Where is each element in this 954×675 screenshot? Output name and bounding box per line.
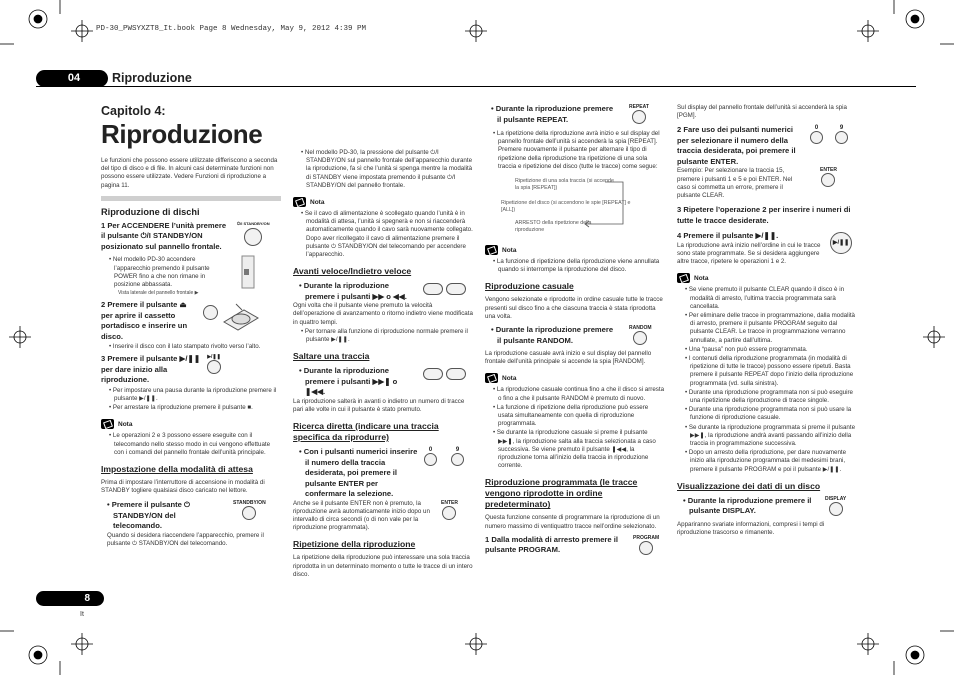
eject-button-icon [203,305,218,320]
repeat-label: REPEAT [629,104,649,110]
section-heading-program: Riproduzione programmata (le tracce vengono riprodotte in ordine predeterminato) [485,477,638,510]
language-code: It [80,611,84,618]
header-rule [36,86,916,87]
note-bullet: • Se durante la riproduzione casuale si preme il pulsante ▶▶❚, la riproduzione salta alla traccia selezionata a caso successiva. Se viene premuto il pulsante ❚◀◀, la riproduzione torna all’inizio della traccia in riproduzione corrente. [493,429,656,470]
program-label: PROGRAM [633,534,660,541]
program-step-4: 4 Premere il pulsante ▶/❚❚. [677,231,779,241]
diagram-step-2: Ripetizione del disco (si accendono le spie [REPEAT] e [ALL]) [501,200,631,213]
program-step-3: 3 Ripetere l’operazione 2 per inserire i numeri di tutte le tracce desiderate. [677,205,851,225]
standby-button-icon [244,228,262,246]
repeat-bullet: • La ripetizione della riproduzione avrà inizio e sul display del pannello frontale dell’unità si accenderà la spia [REPEAT]. Premere nuovamente il pulsante per alternare il tipo di ripetizione della riproduzione tra ripetizione di una sola traccia e ripetizione del disco (tutte le tracce) come segue: [493,130,660,170]
column-3 [485,104,665,560]
digit-button-icon [424,453,437,466]
standby-sub: Quando si desidera riaccendere l’apparecchio, premere il pulsante ⏻ STANDBY/ON del telecomando. [107,531,264,548]
step-3: 3 Premere il pulsante ▶/❚❚ per dare inizio alla riproduzione. [101,354,201,385]
section-heading-display: Visualizzazione dei dati di un disco [677,480,821,491]
search-text: Anche se il pulsante ENTER non è premuto, la riproduzione avrà automaticamente inizio dopo un intervallo di circa secondi (o di non vale per la riproduzione programmata). [293,499,430,532]
diagram-step-1: Ripetizione di una sola traccia (si accende la spia [REPEAT]) [515,178,614,191]
note-icon [293,197,306,207]
section-heading-skip: Saltare una traccia [293,351,370,362]
note-bullet: • I contenuti della riproduzione programmata (in modalità di ripetizione di tutte le tracce) possono essere ripetuti. Basta premere il pulsante REPEAT dopo l’inizio della riproduzione programmata (vd. sulla sinistra). [685,354,854,387]
digit-0-label: 0 [428,447,433,454]
remote-standby-label: STANDBY/ON [233,500,266,507]
column-2 [293,104,473,579]
chapter-header-title: Riproduzione [112,71,192,85]
step-3-bullet-1: • Per impostare una pausa durante la riproduzione premere il pulsante ▶/❚❚. [109,386,277,403]
note-heading: Nota [293,197,473,207]
page-title: Riproduzione [101,119,263,149]
note-bullet: • Se il cavo di alimentazione è scollegato quando l’unità è in modalità di attesa, l’unità si spegnerà e non si riaccenderà automaticamente quando il cavo sarà nuovamente collegato. Dopo aver ricollegato il cavo di alimentazione premere il pulsante ⏻ STANDBY/ON del telecomando per accendere l’apparecchio. [301,210,473,259]
note-bullet: • Se durante la riproduzione programmata si preme il pulsante ▶▶❚, la riproduzione andrà avanti passando all’inizio della traccia in programmazione successiva. [685,423,856,447]
note-bullet: • La riproduzione casuale continua fino a che il disco si arresta o fino a che il pulsante RANDOM è premuto di nuovo. [493,386,665,402]
section-divider [101,196,281,201]
note-bullet: • Per eliminare delle tracce in programmazione, dalla modalità di arresto, premere il pulsante PROGRAM seguito dal pulsante CLEAR. Le tracce in programmazione verranno annullate, a partire dall’ultima. [685,311,856,344]
note-icon [485,373,498,383]
note-bullet: • Dopo un arresto della riproduzione, per dare nuovamente inizio alla riproduzione programmata dei medesimi brani, premere il pulsante PROGRAM e poi il pulsante ▶/❚❚. [685,449,847,473]
random-button-icon [633,331,647,345]
note-icon [677,273,690,283]
digit-0-label: 0 [814,125,819,132]
chapter-label: Capitolo 4: [101,104,166,118]
section-heading-repeat: Ripetizione della riproduzione [293,539,416,550]
front-panel-caption: Vista laterale del pannello frontale ▶ [118,290,199,297]
random-step: • Durante la riproduzione premere il pulsante RANDOM. [491,325,614,345]
display-button-icon [829,502,843,516]
repeat-button-icon [632,110,646,124]
enter-label: ENTER [441,499,458,506]
print-slug: PD-30_PWSYXZT8_It.book Page 8 Wednesday, May 9, 2012 4:39 PM [96,25,367,33]
pgm-text: Sul display del pannello frontale dell’unità si accenderà la spia [PGM]. [677,104,847,120]
digit-9-label: 9 [455,447,460,454]
random-label: RANDOM [629,325,652,332]
play-pause-button-icon: ▶/❚❚ [830,232,852,254]
ff-bullet: • Per tornare alla funzione di riproduzione normale premere il pulsante ▶/❚❚. [301,327,468,344]
page-number-tab: 8 [36,591,104,606]
repeat-cycle-diagram [485,174,665,238]
note-bullet: • La funzione di ripetizione della riproduzione può essere usata simultaneamente con quella di riproduzione programmata. [493,403,649,428]
enter-button-icon [442,506,456,520]
ff-text: Ogni volta che il pulsante viene premuto la velocità dell’operazione di avanzamento o ritorno indietro viene modificata in quattro tempi. [293,302,473,326]
step-2: 2 Premere il pulsante ⏏ per aprire il cassetto portadisco e inserire un disco. [101,300,188,341]
column-4 [677,104,857,537]
repeat-text: La ripetizione della riproduzione può interessare una sola traccia riprodotta in un determinato momento o tutte le tracce di un intero disco. [293,554,473,578]
random-text: Vengono selezionate e riprodotte in ordine casuale tutte le tracce presenti sul disco fino a che ciascuna traccia è stata riprodotta una volta. [485,296,663,320]
note-bullet: • Durante una riproduzione programmata non si può eseguire una ripetizione della riproduzione di tracce singole. [685,388,853,404]
column-1 [101,104,281,548]
program-step-1: 1 Dalla modalità di arresto premere il pulsante PROGRAM. [485,534,618,555]
program-step-2-sub: Esempio: Per selezionare la traccia 15, premere i pulsanti 1 e 5 e poi ENTER. Nel caso si commetta un errore, premere il pulsante CLEAR. [677,167,793,200]
chapter-number-tab: 04 [36,70,108,87]
step-2-bullet: • Inserire il disco con il lato stampato rivolto verso l’alto. [109,343,261,351]
program-button-icon [639,541,653,555]
note-bullet: • Una “pausa” non può essere programmata. [685,345,808,353]
program-step-2: 2 Fare uso dei pulsanti numerici per selezionare il numero della traccia desiderata, poi premere il pulsante ENTER. [677,125,796,166]
cycle-arrows [485,174,665,238]
section-heading-ff: Avanti veloce/Indietro veloce [293,266,412,277]
section-heading-standby: Impostazione della modalità di attesa [101,464,253,475]
skip-text: La riproduzione salterà in avanti o indietro un numero di tracce pari alle volte in cui il pulsante è stato premuto. [293,397,465,413]
standby-button-label: ⏻/I STANDBY/ON [237,220,270,226]
section-heading-random: Riproduzione casuale [485,281,574,292]
front-panel-side-icon [241,255,255,289]
note-heading: Nota [485,245,665,255]
play-pause-button-icon [207,360,221,374]
enter-button-icon [821,173,835,187]
skip-back-button-icon [423,368,443,380]
step-1-bullet: • Nel modello PD-30 accendere l’apparecchio premendo il pulsante POWER fino a che non rimane in posizione abbassata. [109,256,210,288]
display-step: • Durante la riproduzione premere il pulsante DISPLAY. [683,495,812,516]
note-bullet: • La funzione di ripetizione della riproduzione viene annullata quando si interrompe la riproduzione del disco. [493,258,660,274]
note-icon [101,419,114,429]
intro-text: Le funzioni che possono essere utilizzate differiscono a seconda del tipo di disco e di file. In alcuni casi determinate funzioni non possono essere utilizzate. Vedere Funzioni di riproduzione a pagina 11. [101,157,278,189]
note-bullet: • Le operazioni 2 e 3 possono essere eseguite con il telecomando nello stesso modo in cui vengono effettuate con i comandi del pannello frontale dell’unità principale. [109,432,271,456]
display-sub: Appariranno svariate informazioni, compresi i tempi di riproduzione trascorso e rimanente. [677,520,825,536]
diagram-step-3: ARRESTO della ripetizione della riproduzione [515,220,592,233]
enter-label: ENTER [820,167,837,174]
note-icon [485,245,498,255]
disc-tray-icon [222,300,260,332]
repeat-step: • Durante la riproduzione premere il pulsante REPEAT. [491,104,614,124]
note-bullet: • Durante una riproduzione programmata non si può usare la funzione di riproduzione casuale. [685,406,852,422]
ff-step: • Durante la riproduzione premere i pulsanti ▶▶ o ◀◀. [299,281,407,301]
play-pause-button-label: ▶/❚❚ [207,354,221,361]
digit-button-icon [835,131,848,144]
section-heading-disc: Riproduzione di dischi [101,206,200,217]
rewind-button-icon [423,283,443,295]
digit-button-icon [451,453,464,466]
note-heading: Nota [677,273,857,283]
note-bullet: • Se viene premuto il pulsante CLEAR quando il disco è in modalità di arresto, l’ultima traccia programmata sarà cancellata. [685,286,845,310]
digit-9-label: 9 [839,125,844,132]
pd30-bullet: • Nel modello PD-30, la pressione del pulsante ⏻/I STANDBY/ON sul pannello frontale dell’apparecchio durante la riproduzione, fa sì che l’unità si spenga mentre la modalità di STANDBY viene impostata premendo il pulsante ⏻/I STANDBY/ON del pannello frontale. [301,149,473,189]
step-1: 1 Per ACCENDERE l’unità premere il pulsante ⏻/I STANDBY/ON posizionato sul pannello frontale. [101,220,227,251]
fast-forward-button-icon [446,283,466,295]
program-text: Questa funzione consente di programmare la riproduzione di un numero massimo di ventiquattro tracce nell’ordine selezionato. [485,514,660,530]
note-heading: Nota [485,373,665,383]
section-heading-search: Ricerca diretta (indicare una traccia specifica da riprodurre) [293,421,439,443]
standby-text: Prima di impostare l’interruttore di accensione in modalità di STANDBY togliere qualsiasi disco caricato nel lettore. [101,479,265,495]
note-heading: Nota [101,419,281,429]
digit-button-icon [810,131,823,144]
skip-forward-button-icon [446,368,466,380]
program-step-4-sub: La riproduzione avrà inizio nell’ordine in cui le tracce sono state programmate. Se si desidera aggiungere altre tracce, ripetere le operazioni 1 e 2. [677,241,821,266]
remote-standby-button-icon [242,506,256,520]
standby-step: • Premere il pulsante ⏻ STANDBY/ON del telecomando. [107,500,190,531]
display-label: DISPLAY [825,495,847,502]
random-sub: La riproduzione casuale avrà inizio e sul display del pannello frontale dell’unità principale si accende la spia [RANDOM]. [485,350,652,366]
skip-step: • Durante la riproduzione premere i pulsanti ▶▶❚ o ❚◀◀. [299,366,398,397]
step-3-bullet-2: • Per arrestare la riproduzione premere il pulsante ■. [109,404,253,412]
search-step: • Con i pulsanti numerici inserire il numero della traccia desiderata, poi premere il pulsante ENTER per confermare la selezione. [299,447,418,499]
